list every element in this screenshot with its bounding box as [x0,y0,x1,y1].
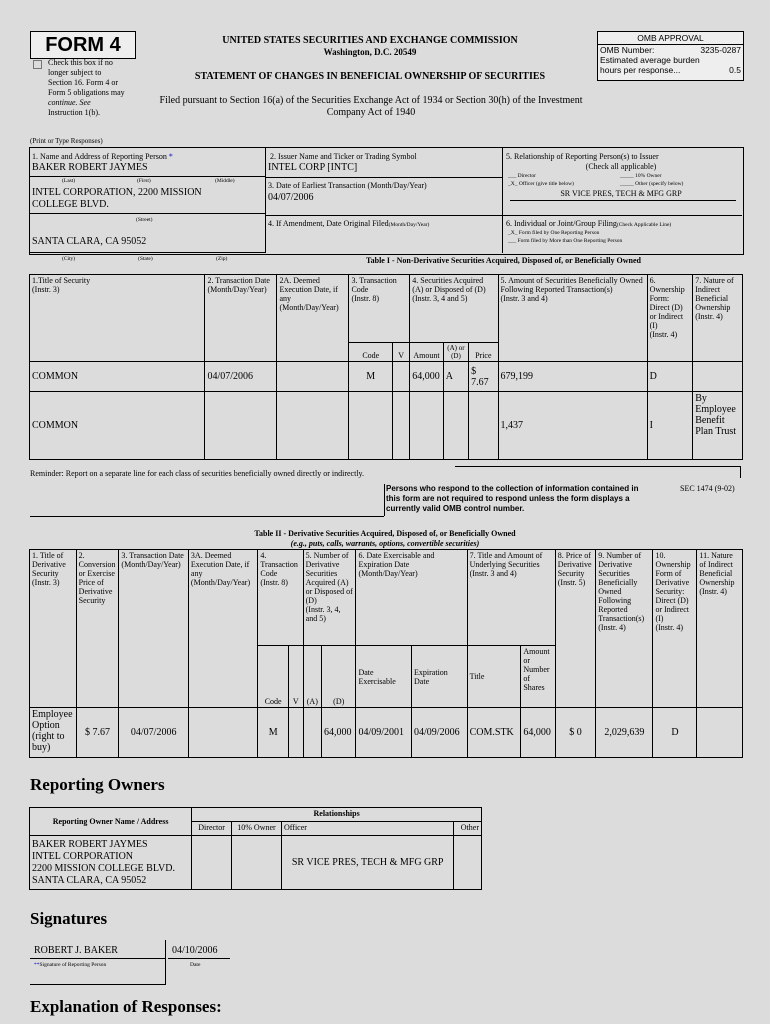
t1-r1-aord: A [443,362,468,392]
t1-r2-price [469,392,498,460]
owner-address: BAKER ROBERT JAYMES INTEL CORPORATION 2200 MISSION COLLEGE BLVD. SANTA CLARA, CA 95052 [30,836,192,890]
t1-aord: (A) or (D) [443,343,468,362]
reporting-owners-heading: Reporting Owners [30,775,165,794]
t2-h7: 7. Title and Amount of Underlying Securities (Instr. 3 and 4) [467,550,555,646]
print-note: (Print or Type Responses) [30,137,103,145]
t2-r-price: $ 7.67 [76,708,119,758]
t1-h7: 7. Nature of Indirect Beneficial Ownership (Instr. 4) [693,275,743,362]
officer-title: SR VICE PRES, TECH & MFG GRP [560,189,682,198]
t2-exercisable: Date Exercisable [356,646,412,708]
t2-r-d: 64,000 [322,708,356,758]
t2-code: Code [258,646,288,708]
reporting-address1: INTEL CORPORATION, 2200 MISSION [32,187,202,198]
t2-r-date: 04/07/2006 [119,708,189,758]
city-label: (City) [62,256,76,262]
t2-r-owned: 2,029,639 [596,708,653,758]
t1-r2-v [393,392,410,460]
t1-h5: 5. Amount of Securities Beneficially Owned Following Reported Transaction(s) (Instr. 3 and 4) [498,275,647,362]
t1-r2-nature: By Employee Benefit Plan Trust [693,392,743,460]
signatures-heading: Signatures [30,909,108,928]
reporting-city: SANTA CLARA, CA 95052 [32,236,147,247]
t1-r2-amount [410,392,443,460]
t2-h4: 4. Transaction Code (Instr. 8) [258,550,303,646]
t2-a: (A) [303,646,321,708]
agency-title: UNITED STATES SECURITIES AND EXCHANGE COMMISSION [222,35,518,46]
t2-r-undtitle: COM.STK [467,708,521,758]
t1-r2-code [349,392,393,460]
agency-city: Washington, D.C. 20549 [323,47,417,57]
box3-label: 3. Date of Earliest Transaction (Month/Day/Year) [268,181,427,190]
t2-amount: Amount or Number of Shares [521,646,555,708]
t1-v: V [393,343,410,362]
t2-h2: 2. Conversion or Exercise Price of Derivative Security [76,550,119,708]
t1-r1-deemed [277,362,349,392]
omb-title: OMB APPROVAL [598,32,743,45]
omb-number-label: OMB Number: [600,45,655,55]
t1-h4: 4. Securities Acquired (A) or Disposed of (D) (Instr. 3, 4 and 5) [410,275,498,343]
omb-number: 3235-0287 [700,45,741,55]
reminder: Reminder: Report on a separate line for each class of securities beneficially owned directly or indirectly. [30,469,365,478]
other-header: Other [454,822,482,836]
ten-pct-header: 10% Owner [232,822,282,836]
t1-r1-form: D [647,362,693,392]
table2 [29,549,743,758]
t1-r2-form: I [647,392,693,460]
t2-h11: 11. Nature of Indirect Beneficial Ownership (Instr. 4) [697,550,743,708]
table2-subtitle: (e.g., puts, calls, warrants, options, convertible securities) [290,539,480,548]
middle-label: (Middle) [215,178,235,184]
signature-name: ROBERT J. BAKER [34,945,118,956]
box2-label: 2. Issuer Name and Ticker or Trading Symbol [270,152,417,161]
omb-approval-box [597,31,744,81]
t1-h3: 3. Transaction Code (Instr. 8) [349,275,410,343]
t1-r1-price: $ 7.67 [469,362,498,392]
t2-r-deemed [188,708,258,758]
box1-label: 1. Name and Address of Reporting Person * [32,152,173,161]
table1-title: Table I - Non-Derivative Securities Acquired, Disposed of, or Beneficially Owned [366,256,641,265]
officer-option: _X_ Officer (give title below) [508,181,574,187]
t2-r-code: M [258,708,288,758]
box5-label: 5. Relationship of Reporting Person(s) to Issuer [506,152,659,161]
statement-title: STATEMENT OF CHANGES IN BENEFICIAL OWNERSHIP OF SECURITIES [194,71,546,82]
owner-officer-title: SR VICE PRES, TECH & MFG GRP [281,836,453,890]
t2-r-nature [697,708,743,758]
signature-label: **Signature of Reporting Person [34,962,107,968]
t1-r1-amount: 64,000 [410,362,443,392]
table-row [30,708,743,758]
first-label: (First) [137,178,151,184]
t2-h3: 3. Transaction Date (Month/Day/Year) [119,550,189,708]
t1-r1-owned: 679,199 [498,362,647,392]
table-row [30,362,743,392]
relationships-header: Relationships [192,808,482,822]
t1-r1-nature [693,362,743,392]
t2-r-exercisable: 04/09/2001 [356,708,412,758]
t2-r-v [288,708,303,758]
date-label: Date [190,962,201,968]
checkbox-text: Check this box if no longer subject to Section 16. Form 4 or Form 5 obligations may continue. See Instruction 1(b). [48,58,125,117]
sec-number: SEC 1474 (9-02) [680,484,735,493]
street-label: (Street) [136,217,153,223]
officer-header: Officer [281,822,453,836]
t1-r1-title: COMMON [30,362,205,392]
box6-label: 6. Individual or Joint/Group Filing(Check Applicable Line) [506,219,672,228]
table-row [30,836,482,890]
reporting-owners-table [29,807,482,890]
issuer-ticker: INTEL CORP [INTC] [268,162,358,173]
t2-r-title: Employee Option (right to buy) [30,708,77,758]
t2-r-a [303,708,321,758]
t1-r2-deemed [277,392,349,460]
t2-h3a: 3A. Deemed Execution Date, if any (Month/Day/Year) [188,550,258,708]
t2-h1: 1. Title of Derivative Security (Instr. 3) [30,550,77,708]
t2-r-expiration: 04/09/2006 [412,708,468,758]
t2-r-form: D [653,708,697,758]
earliest-transaction-date: 04/07/2006 [268,192,314,203]
t1-r1-date: 04/07/2006 [205,362,277,392]
t2-h6: 6. Date Exercisable and Expiration Date (Month/Day/Year) [356,550,467,646]
multi-person-option: ___ Form filed by More than One Reporting Person [508,238,623,244]
director-header: Director [192,822,232,836]
t2-r-undamount: 64,000 [521,708,555,758]
omb-burden-label: Estimated average burden [600,55,700,65]
t2-r-derprice: $ 0 [555,708,596,758]
explanation-heading: Explanation of Responses: [30,997,222,1016]
reporting-address2: COLLEGE BLVD. [32,199,109,210]
t2-h10: 10. Ownership Form of Derivative Security: Direct (D) or Indirect (I) (Instr. 4) [653,550,697,708]
one-person-option: _X_ Form filed by One Reporting Person [508,230,600,236]
zip-label: (Zip) [216,256,228,262]
state-label: (State) [138,256,153,262]
t1-h2: 2. Transaction Date (Month/Day/Year) [205,275,277,362]
form-title: FORM 4 [30,31,136,59]
signature-date: 04/10/2006 [172,945,218,956]
t1-h6: 6. Ownership Form: Direct (D) or Indirect (I) (Instr. 4) [647,275,693,362]
director-option: ___ Director [508,173,536,179]
t1-r1-v [393,362,410,392]
omb-hours-value: 0.5 [729,65,741,75]
t1-r2-owned: 1,437 [498,392,647,460]
other-option: _____ Other (specify below) [620,181,684,187]
t1-r2-title: COMMON [30,392,205,460]
t2-v: V [288,646,303,708]
t1-amount: Amount [410,343,443,362]
t1-r2-date [205,392,277,460]
table-row [30,392,743,460]
last-label: (Last) [62,178,76,184]
owner-name-header: Reporting Owner Name / Address [30,808,192,836]
t2-h8: 8. Price of Derivative Security (Instr. 5) [555,550,596,708]
omb-notice: Persons who respond to the collection of information contained in this form are not required to respond unless the form displays a currently valid OMB control number. [386,484,639,513]
reporting-person-name: BAKER ROBERT JAYMES [32,162,148,173]
t1-r1-code: M [349,362,393,392]
filed-pursuant-line1: Filed pursuant to Section 16(a) of the Securities Exchange Act of 1934 or Section 30(h) of the Investment [159,95,583,106]
no-longer-subject-checkbox[interactable] [33,60,42,69]
t2-d: (D) [322,646,356,708]
t2-expiration: Expiration Date [412,646,468,708]
t1-h1: 1.Title of Security (Instr. 3) [30,275,205,362]
filed-pursuant-line2: Company Act of 1940 [326,107,416,118]
t2-h9: 9. Number of Derivative Securities Beneficially Owned Following Reported Transaction(s) (Instr. 4) [596,550,653,708]
t1-code: Code [349,343,393,362]
ten-pct-option: _____ 10% Owner [620,173,662,179]
table1 [29,274,743,460]
box5-sub: (Check all applicable) [585,162,657,171]
omb-hours-label: hours per response... [600,65,681,75]
table2-title: Table II - Derivative Securities Acquired, Disposed of, or Beneficially Owned [254,529,516,538]
t1-r2-aord [443,392,468,460]
t2-title: Title [467,646,521,708]
t1-h2a: 2A. Deemed Execution Date, if any (Month/Day/Year) [277,275,349,362]
t1-price: Price [469,343,498,362]
box4-label: 4. If Amendment, Date Original Filed(Month/Day/Year) [268,219,430,228]
t2-h5: 5. Number of Derivative Securities Acquired (A) or Disposed of (D) (Instr. 3, 4, and 5) [303,550,356,646]
